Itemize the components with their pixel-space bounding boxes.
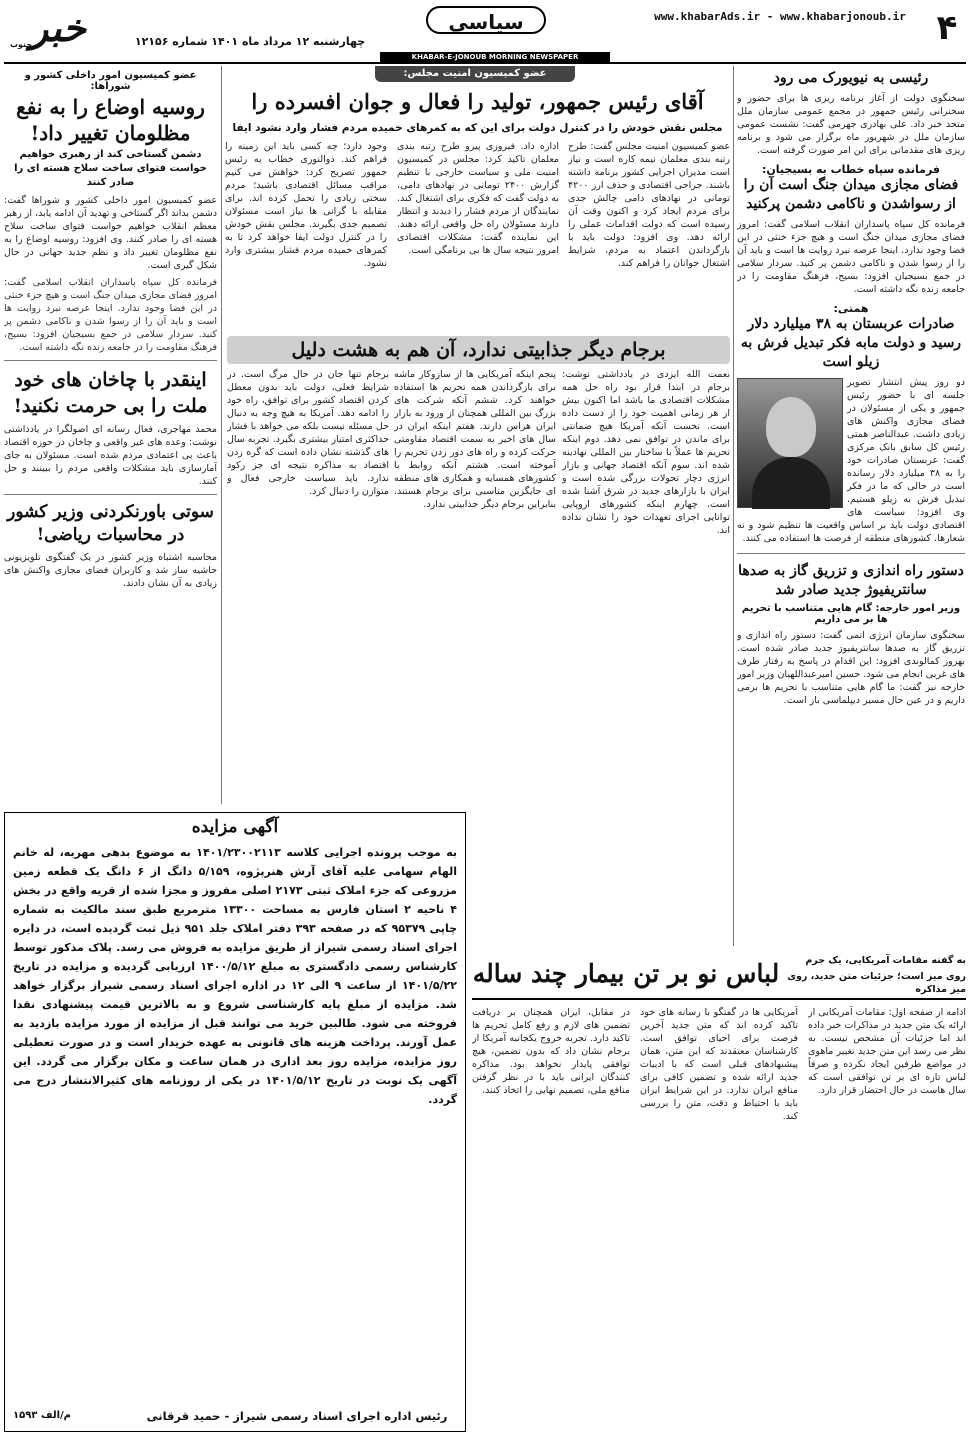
left-column: [4, 66, 217, 804]
main-story: [225, 66, 730, 334]
main-headline: آقای رئیس جمهور، تولید را فعال و جوان افسرده را: [251, 89, 704, 114]
hemmati-photo: [737, 378, 843, 508]
left-h1-sub: دشمن گستاخی کند از رهبری خواهیم خواست فتوای ساخت سلاح هسته ای را صادر کنند: [14, 149, 207, 188]
left-col-divider: [221, 66, 222, 804]
right-h4-kicker: وزیر امور خارجه: گام هایی متناسب با تحریم ها بر می داریم: [741, 603, 961, 625]
barjam-col1: نعمت الله ایزدی در یادداشتی نوشت: برجام در ابتدا قرار بود راه حل همه مشکلات اقتصادی ما باشد اما اکنون بیش از هر زمانی اهمیت خود را از دست داده است. نخست آنکه آمریکا هیچ ضمانتی برای ماندن در توافق نمی دهد. دوم اینکه تحریم ها عملاً با ساختار بین المللی نهادینه شده اند. سوم آنکه اقتصاد جهانی و بازار انرژی دچار تحولات بزرگی شده است و ایران با بازارهای جدید در شرق آشنا شده است. چهارم اینکه کشورهای اروپایی توانایی اجرای تعهدات خود را نشان نداده اند.: [562, 369, 730, 536]
main-col3: وجود دارد؛ چه کسی باید این زمینه را فراهم کند. ذوالنوری خطاب به رئیس جمهور تصریح کرد: خواهش می کنیم مراقب مسائل اقتصادی باشید؛ مردم سختی زیادی را تحمل کرده اند. برای مقابله با گرانی ها نیاز است مسئولان تصمیم جدی بگیرند. مجلس نقش خودش را در کنترل دولت ایفا خواهد کرد تا به کمرهای خمیده مردم فشار بیشتری وارد نشود.: [225, 141, 387, 269]
left-t2: محمد مهاجری، فعال رسانه ای اصولگرا در یادداشتی نوشت: وعده های غیر واقعی و چاخان در حوزه اقتصاد باعث بی اعتمادی مردم شده است. مسئولان به جای آمارسازی باید مشکلات واقعی مردم را ببینند و حل کنند.: [4, 424, 217, 487]
auction-signature: رئیس اداره اجرای اسناد رسمی شیراز - حمید قرقانی: [146, 1409, 448, 1423]
english-banner: KHABAR-E-JONOUB MORNING NEWSPAPER: [380, 52, 610, 62]
right-h1: رئیسی به نیویورک می رود: [773, 70, 929, 86]
header-rule: [4, 62, 966, 64]
bottom-kicker: به گفته مقامات آمریکایی، یک جرم: [805, 955, 966, 966]
right-t2: فرمانده کل سپاه پاسداران انقلاب اسلامی گفت: امروز فضای مجازی میدان جنگ است و هیچ جزء خنثی در این فضا وجود ندارد. اینجا عرصه نبرد روایت ها است و باید آن را از رسوا شدن و ناکامی دشمن پر کنید. سردار سلامی در جمع بسیجیان افزود: بسیج، فرهنگ مقاومت را در جامعه زنده نگه داشته است.: [737, 219, 965, 295]
barjam-col3: برجام تنها جان در حال مرگ است. در شرایط فعلی، دولت باید بدون معطل کردن اقتصاد کشور برای توافق، راه خود را ادامه دهد. آمریکا به هیچ وجه به دنبال حل مسئله نیست بلکه می خواهد با فشار حداکثری امتیاز بیشتری بگیرد. تجربه سال های گذشته نشان داده است که گره زدن اقتصاد به مذاکره نتیجه ای جز رکود ندارد. باید سیاست خارجی فعال و متوازن را دنبال کرد.: [227, 369, 389, 497]
right-h2-kicker: فرمانده سپاه خطاب به بسیجیان:: [762, 163, 940, 176]
right-t3: دو روز پیش انتشار تصویر جلسه ای با حضور رئیس جمهور و یکی از مسئولان در فضای مجازی واکنش های زیادی داشت. عبدالناصر همتی رئیس کل سابق بانک مرکزی گفت: عربستان صادرات خود را به ۳۸ میلیارد دلار رسانده است در حالی که ما در فکر تبدیل فرش به زیلو هستیم. وی افزود: سیاست های اقتصادی دولت باید بر اساس واقعیت ها تنظیم شود و نه شعارها. کشورهای منطقه از فرصت ها استفاده می کنند.: [737, 377, 965, 544]
bottom-col2: آمریکایی ها در گفتگو با رسانه های خود تاکید کرده اند که متن جدید آخرین فرصت برای احیای توافق است. کارشناسان معتقدند که این متن، همان پیشنهادهای قبلی است که با ادبیات جدید ارائه شده و تضمین کافی برای منافع ایران ندارد. در این شرایط ایران باید با احتیاط و دقت، متن را بررسی کند.: [640, 1007, 798, 1122]
left-h3: سوتی باورنکردنی وزیر کشور در محاسبات ریاضی!: [7, 502, 214, 545]
logo-sub: جنوب: [10, 40, 33, 49]
logo-text: خبر: [30, 6, 86, 50]
bottom-story: [472, 950, 966, 1434]
date-line: چهارشنبه ۱۲ مرداد ماه ۱۴۰۱ شماره ۱۲۱۵۶: [134, 35, 366, 48]
auction-title: آگهی مزایده: [191, 817, 279, 837]
barjam-col2: پنجم اینکه آمریکایی ها از سازوکار ماشه برای بازگرداندن همه تحریم ها استفاده خواهند کرد. ششم آنکه شرکت های بزرگ بین المللی همچنان از ورود به بازار ایران هراس دارند. هفتم اینکه ایران در سال های اخیر به سمت اقتصاد مقاومتی حرکت کرده و راه های دور زدن تحریم را آموخته است. هشتم آنکه روابط با کشورهای همسایه و همکاری های منطقه ای جایگزین مناسبی برای برجام هستند. بنابراین برجام دیگر جذابیتی ندارد.: [394, 369, 556, 510]
main-subhead: مجلس نقش خودش را در کنترل دولت برای این که به کمرهای خمیده مردم فشار وارد نشود ایفا: [232, 122, 723, 134]
right-t1: سخنگوی دولت از آغاز برنامه ریزی ها برای حضور و سخنرانی رئیس جمهور در مجمع عمومی سازمان ملل متحد خبر داد. علی بهادری جهرمی گفت: نشست عمومی سازمان ملل در شهریور ماه برگزار می شود و برنامه ریزی های مقدماتی برای این امر صورت گرفته است.: [737, 93, 965, 156]
bottom-col1: ادامه از صفحه اول: مقامات آمریکایی از ارائه یک متن جدید در مذاکرات خبر داده اند اما جزئیات آن مشخص نیست. به نظر می رسد این متن جدید تغییر ماهوی در مواضع طرفین ایجاد نکرده و صرفاً لباس تازه ای بر تن توافقی است که سال هاست در حال احتضار قرار دارد.: [808, 1007, 966, 1096]
right-t4: سخنگوی سازمان انرژی اتمی گفت: دستور راه اندازی و تزریق گاز به صدها سانتریفیوژ جدید صادر شده است. بهروز کمالوندی افزود: این اقدام در پاسخ به رفتار طرف های غربی انجام می شود. حسین امیرعبداللهیان وزیر امور خارجه نیز گفت: ما گام هایی متناسب با تحریم ها برمی داریم و در عین حال مسیر دیپلماسی باز است.: [737, 630, 965, 706]
masthead-logo: [8, 6, 108, 54]
right-column: [737, 66, 965, 946]
left-t3: محاسبه اشتباه وزیر کشور در یک گفتگوی تلویزیونی حاشیه ساز شد و کاربران فضای مجازی واکنش های زیادی به آن نشان دادند.: [4, 552, 217, 589]
right-col-divider: [733, 66, 734, 946]
bottom-col3: در مقابل، ایران همچنان بر دریافت تضمین های لازم و رفع کامل تحریم ها تاکید دارد. تجربه خروج یکجانبه آمریکا از برجام نشان داد که بدون تضمین، هیچ توافقی پایدار نخواهد بود. مذاکره کنندگان ایرانی باید با در نظر گرفتن منافع ملی، تصمیم نهایی را اتخاذ کنند.: [472, 1007, 630, 1096]
auction-notice: [4, 812, 466, 1432]
right-h3: صادرات عربستان به ۳۸ میلیارد دلار رسید و دولت مابه فکر تبدیل فرش به زیلو است: [740, 316, 962, 370]
barjam-headline-bar: [227, 336, 730, 364]
left-h1: روسیه اوضاع را به نفع مظلومان تغییر داد!: [16, 95, 205, 145]
website-urls: www.khabarAds.ir - www.khabarjonoub.ir: [654, 10, 906, 23]
main-col2: اداره داد. فیروزی پیرو طرح رتبه بندی معلمان تاکید کرد: مجلس در کمیسیون امنیت ملی و سیاست خارجی با تنظیم گزارش ۲۴۰۰ تومانی در نهادهای دامی، به دولت گفت که فکری برای اشتغال کند. نمایندگان از مردم فشار را دیدند و انتظار دارند مسئولان راه حل واقعی ارائه دهند. این نماینده گفت: مشکلات اقتصادی امروز نتیجه سال ها بی برنامگی است.: [397, 141, 559, 256]
left-t1-repeat: فرمانده کل سپاه پاسداران انقلاب اسلامی گفت: امروز فضای مجازی میدان جنگ است و هیچ جزء خنثی در این فضا وجود ندارد. اینجا عرصه نبرد روایت ها است و باید آن را از رسوا شدن و ناکامی دشمن پر کنید. سردار سلامی در جمع بسیجیان افزود: بسیج، فرهنگ مقاومت را در جامعه زنده نگه داشته است.: [4, 277, 217, 353]
main-col1: عضو کمیسیون امنیت مجلس گفت: طرح رتبه بندی معلمان نیمه کاره است و نیاز است مدیران اجرایی کشور برنامه داشته باشند. جراحی اقتصادی و حذف ارز ۴۲۰۰ تومانی در نهادهای دامی چالش جدی برای مردم ایجاد کرد و اکنون وقت آن رسیده است که دولت اقدامات عملی را ارائه دهد. وی افزود: دولت باید با بازگرداندن اعتماد به مردم، شرایط اشتغال جوانان را فراهم کند.: [568, 141, 730, 269]
page-header: [0, 0, 970, 62]
left-h2: اینقدر با چاخان های خود ملت را بی حرمت نکنید!: [13, 369, 208, 417]
right-h3-kicker: همتی:: [833, 302, 869, 315]
auction-code: م/الف ۱۵۹۳: [13, 1410, 71, 1421]
right-h4: دستور راه اندازی و تزریق گاز به صدها سانتریفیوژ جدید صادر شد: [738, 563, 964, 598]
left-kicker: عضو کمیسیون امور داخلی کشور و شوراها:: [24, 70, 197, 92]
bottom-kicker2: روی میز است؛ جزئیات متن جدید، روی میز مذاکره: [787, 971, 966, 995]
page-number: ۴: [936, 8, 958, 48]
main-kicker: عضو کمیسیون امنیت مجلس:: [375, 66, 575, 82]
section-title: سیاسی: [426, 6, 546, 34]
bottom-headline: لباس نو بر تن بیمار چند ساله: [472, 959, 780, 988]
left-t1: عضو کمیسیون امور داخلی کشور و شوراها گفت: دشمن بداند اگر گستاخی و تهدید آن ادامه یابد، از رهبر معظم انقلاب خواهیم خواست فتوای ساخت سلاح هسته ای را صادر کنند. وی افزود: روسیه اوضاع را به نفع مظلومان تغییر داد و نظم جدید جهانی در حال شکل گیری است.: [4, 195, 217, 271]
right-h2: فضای مجازی میدان جنگ است آن را از رسواشدن و ناکامی دشمن پرکنید: [743, 177, 959, 212]
auction-body: به موجب پرونده اجرایی کلاسه ۱۴۰۱/۲۳۰۰۲۱۱۳ به موضوع بدهی مهریه، له خانم الهام سهامی علیه آقای آرش هنرپژوه، ۵/۱۵۹ دانگ از ۶ دانگ یک قطعه زمین مزروعی که جزء املاک ثبتی ۲۱۷۳ اصلی مفروز و مجزا شده از قریه واقع در بخش ۴ ناحیه ۲ استان فارس به مساحت ۱۳۳۰۰ مترمربع طبق سند مالکیت به شماره چاپی ۹۵۳۷۹ که در صفحه ۳۹۳ دفتر املاک جلد ۹۵۱ ذیل ثبت گردیده است، در دایره اجرای اسناد رسمی شیراز از طریق مزایده به فروش می رسد. پلاک مذکور توسط کارشناس رسمی دادگستری به مبلغ ۱۴۰۰/۵/۱۲ ارزیابی گردیده و مزایده در تاریخ ۱۴۰۱/۵/۲۲ از ساعت ۹ الی ۱۲ در اداره اجرای اسناد رسمی شیراز برگزار خواهد شد. مزایده از مبلغ پایه کارشناسی شروع و به بالاترین قیمت پیشنهادی نقدا فروخته می شود. طالبین خرید می توانند قبل از مزایده از مورد مزایده بازدید به عمل آورند. پرداخت هزینه های قانونی به عهده خریدار است و در صورت تعطیلی روز مزایده، مزایده روز بعد اداری در همان ساعت و مکان برگزار می گردد. این آگهی یک نوبت در تاریخ ۱۴۰۱/۵/۱۲ در یکی از روزنامه های کثیرالانتشار درج می گردد.: [13, 846, 458, 1106]
barjam-headline: برجام دیگر جذابیتی ندارد، آن هم به هشت دلیل: [291, 339, 666, 361]
